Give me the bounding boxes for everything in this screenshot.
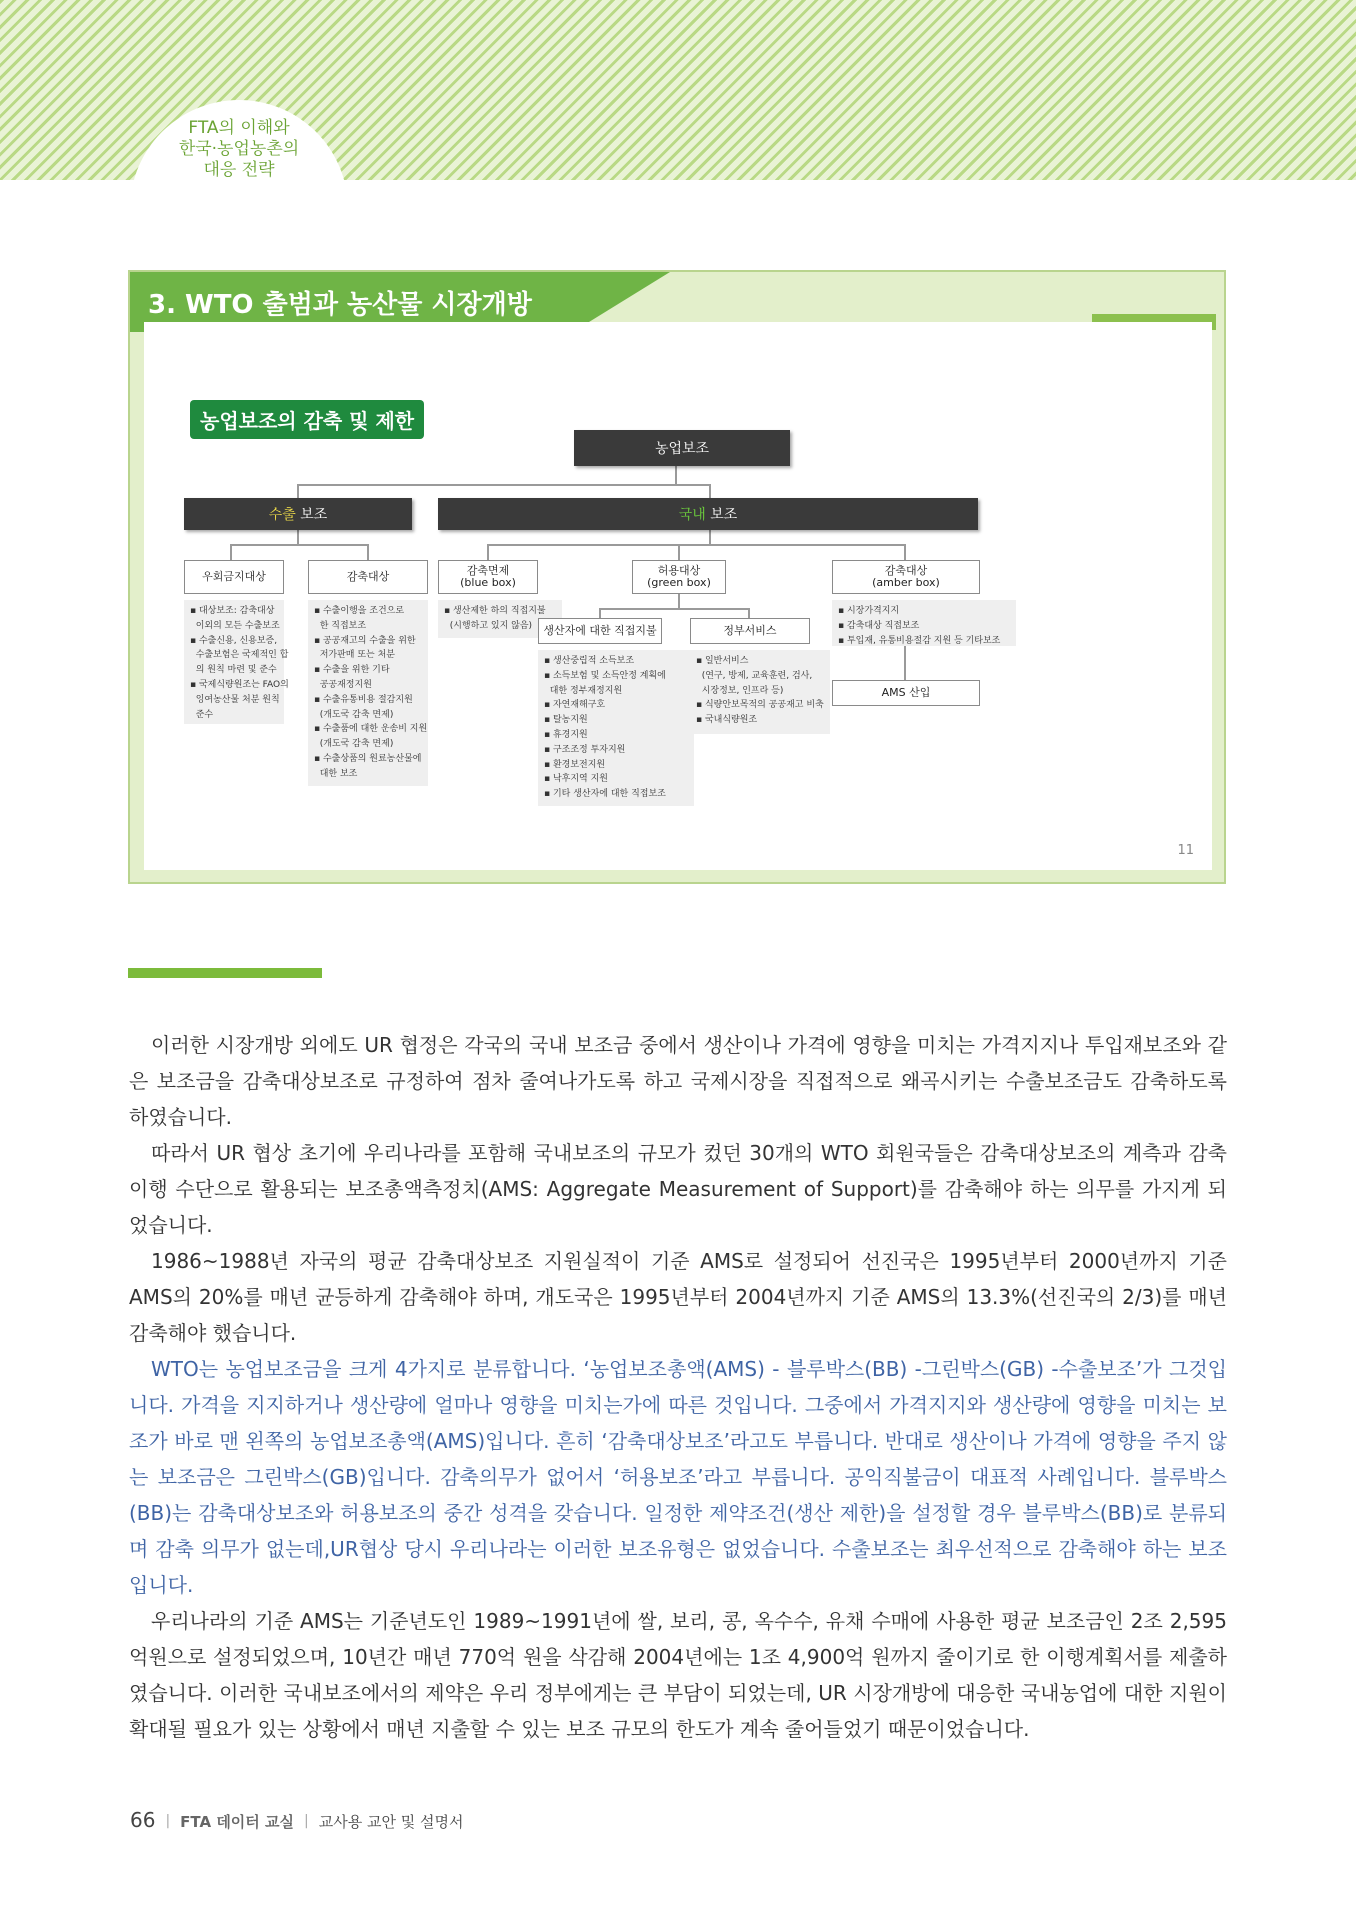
detail-line: 한 직접보조 [314, 620, 367, 631]
connector-line [487, 544, 489, 560]
chapter-title-line: FTA의 이해와 [188, 118, 290, 138]
detail-line: ▪ 휴경지원 [544, 729, 588, 740]
domestic-subsidy-node [438, 498, 978, 530]
category-box [438, 560, 538, 594]
slide-body [144, 322, 1212, 870]
detail-line: 의 원칙 마련 및 준수 [190, 665, 277, 676]
category-label: (green box) [647, 576, 711, 589]
detail-line: (연구, 방제, 교육훈련, 검사, [696, 670, 813, 681]
slide-title: 3. WTO 출범과 농산물 시장개방 [148, 290, 532, 320]
detail-line: 이외의 모든 수출보조 [190, 620, 280, 631]
category-label: (blue box) [460, 576, 516, 589]
paragraph: 1986~1988년 자국의 평균 감축대상보조 지원실적이 기준 AMS로 설정되어 선진국은 1995년부터 2000년까지 기준 AMS의 20%를 매년 균등하게 감축해야 하며, 개도국은 1995년부터 2004년까지 기준 AMS의 13.3%(선진국의 2/3)를 매년 감축해야 했습니다. [129, 1249, 1227, 1345]
body-text [129, 1027, 1227, 1747]
detail-line: ▪ 국제식량원조는 FAO의 [190, 679, 289, 690]
detail-line: (개도국 감축 면제) [314, 709, 394, 720]
chapter-title [130, 118, 348, 181]
category-label: 감축면제 [466, 564, 510, 577]
category-box [832, 560, 980, 594]
category-box [308, 560, 428, 594]
connector-line [678, 594, 680, 608]
paragraph: 우리나라의 기준 AMS는 기준년도인 1989~1991년에 쌀, 보리, 콩, 옥수수, 유채 수매에 사용한 평균 보조금인 2조 2,595억원으로 설정되었으며, 10년간 매년 770억 원을 삭감해 2004년에는 1조 4,900억 원까지 줄이기로 한 이행계획서를 제출하였습니다. 이러한 국내보조에서의 제약은 우리 정부에게는 큰 부담이 되었는데, UR 시장개방에 대응한 국내농업에 대한 지원이 확대될 필요가 있는 상황에서 매년 지출할 수 있는 보조 규모의 한도가 계속 줄어들었기 때문이었습니다. [129, 1609, 1227, 1741]
export-subsidy-node [184, 498, 412, 530]
detail-line: ▪ 일반서비스 [696, 656, 749, 666]
domestic-label-highlight: 국내 [678, 507, 706, 523]
export-label-highlight: 수출 [268, 507, 296, 523]
detail-line: (개도국 감축 면제) [314, 739, 394, 750]
detail-line: ▪ 국내식량원조 [696, 715, 758, 726]
connector-line [904, 544, 906, 560]
connector-line [599, 608, 601, 618]
connector-line [748, 608, 750, 618]
category-label: 우회금지대상 [202, 570, 266, 583]
detail-line: ▪ 수출이행을 조건으로 [314, 606, 405, 616]
page-footer [130, 1808, 463, 1832]
ams-inclusion-label: AMS 산입 [881, 686, 931, 699]
detail-line: ▪ 수출품에 대한 운송비 지원 [314, 724, 428, 735]
connector-line [709, 530, 711, 544]
connector-line [230, 544, 369, 546]
detail-line: ▪ 수출신용, 신용보증, [190, 635, 278, 646]
connector-line [297, 484, 711, 486]
connector-line [367, 544, 369, 560]
detail-line: ▪ 시장가격지지 [838, 606, 900, 616]
slide-subtitle: 농업보조의 감축 및 제한 [190, 400, 424, 439]
connector-line [904, 646, 906, 680]
detail-line: ▪ 수출상품의 원료농산물에 [314, 753, 422, 764]
detail-line: ▪ 환경보전지원 [544, 759, 606, 770]
detail-line: 수출보험은 국제적인 합 [190, 650, 289, 661]
paragraph-highlighted: WTO는 농업보조금을 크게 4가지로 분류합니다. ‘농업보조총액(AMS) - 블루박스(BB) -그린박스(GB) -수출보조’가 그것입니다. 가격을 지지하거나 생산량에 얼마나 영향을 미치는가에 따른 것입니다. 그중에서 가격지지와 생산량에 영향을 미치는 보조가 바로 맨 왼쪽의 농업보조총액(AMS)입니다. 흔히 ‘감축대상보조’라고도 부릅니다. 반대로 생산이나 가격에 영향을 주지 않는 보조금은 그린박스(GB)입니다. 감축의무가 없어서 ‘허용보조’라고 부릅니다. 공익직불금이 대표적 사례입니다. 블루박스(BB)는 감축대상보조와 허용보조의 중간 성격을 갖습니다. 일정한 제약조건(생산 제한)을 설정할 경우 블루박스(BB)로 분류되며 감축 의무가 없는데,UR협상 당시 우리나라는 이러한 보조유형은 없었습니다. 수출보조는 최우선적으로 감축해야 하는 보조입니다. [129, 1357, 1227, 1597]
connector-line [230, 544, 232, 560]
green-sub-label: 정부서비스 [723, 624, 777, 637]
detail-line: ▪ 기타 생산자에 대한 직접보조 [544, 789, 666, 800]
detail-line: ▪ 낙후지역 지원 [544, 774, 608, 785]
slide-figure [128, 270, 1226, 884]
connector-line [297, 530, 299, 544]
category-label: 감축대상 [884, 564, 928, 577]
detail-box [308, 600, 428, 786]
detail-line: ▪ 수출유통비용 절감지원 [314, 694, 413, 705]
detail-line: ▪ 식량안보목적의 공공재고 비축 [696, 700, 824, 711]
ams-inclusion-box [832, 680, 980, 706]
category-label: 감축대상 [346, 570, 390, 583]
connector-line [675, 466, 677, 484]
detail-box [184, 600, 289, 724]
detail-box [832, 600, 1016, 646]
detail-line: ▪ 공공재고의 수출을 위한 [314, 635, 416, 646]
page-number: 66 [130, 1808, 156, 1832]
green-sub-box [690, 618, 810, 644]
detail-line: ▪ 대상보조: 감축대상 [190, 606, 275, 616]
detail-box [538, 650, 694, 806]
green-sub-box [538, 618, 662, 644]
detail-line: 공공재정지원 [314, 679, 372, 690]
detail-line: ▪ 생산중립적 소득보조 [544, 656, 635, 666]
section-divider [128, 968, 322, 978]
detail-line: ▪ 수출을 위한 기타 [314, 665, 390, 676]
detail-line: ▪ 감축대상 직접보조 [838, 620, 920, 631]
detail-line: 저가판매 또는 처분 [314, 650, 395, 661]
detail-line: (시행하고 있지 않음) [444, 620, 533, 631]
book-title: FTA 데이터 교실 [180, 1813, 294, 1831]
footer-separator: | [165, 1813, 171, 1829]
green-sub-label: 생산자에 대한 직접지불 [543, 624, 657, 637]
connector-line [678, 544, 680, 560]
category-label: 허용대상 [657, 564, 701, 577]
category-box [184, 560, 284, 594]
detail-box [690, 650, 830, 734]
connector-line [599, 608, 750, 610]
detail-line: ▪ 소득보험 및 소득안정 계획에 [544, 670, 666, 681]
root-node: 농업보조 [574, 430, 790, 466]
slide-page-number: 11 [1177, 843, 1194, 858]
category-box [632, 560, 726, 594]
detail-line: 대한 정부재정지원 [544, 685, 623, 696]
connector-line [297, 484, 299, 498]
connector-line [709, 484, 711, 498]
detail-line: 준수 [190, 709, 214, 720]
detail-line: ▪ 투입재, 유통비용절감 지원 등 기타보조 [838, 635, 1001, 646]
detail-line: ▪ 탈농지원 [544, 715, 588, 726]
category-label: (amber box) [872, 576, 940, 589]
section-title: 교사용 교안 및 설명서 [318, 1813, 464, 1831]
paragraph: 따라서 UR 협상 초기에 우리나라를 포함해 국내보조의 규모가 컸던 30개의 WTO 회원국들은 감축대상보조의 계측과 감축이행 수단으로 활용되는 보조총액측정치(AMS: Aggregate Measurement of Support)를 감축해야 하는 의무를 가지게 되었습니다. [129, 1141, 1227, 1237]
chapter-title-line: 한국·농업농촌의 [178, 139, 300, 159]
detail-line: ▪ 구조조정 투자지원 [544, 744, 626, 755]
detail-line: 시장정보, 인프라 등) [696, 685, 784, 696]
export-label-rest: 보조 [295, 507, 328, 523]
detail-line: 잉여농산물 처분 원칙 [190, 694, 280, 705]
detail-line: 대한 보조 [314, 768, 358, 779]
domestic-label-rest: 보조 [705, 507, 738, 523]
detail-line: ▪ 생산제한 하의 직접지불 [444, 606, 546, 616]
footer-separator: | [304, 1813, 309, 1829]
detail-line: ▪ 자연재해구호 [544, 700, 606, 711]
paragraph: 이러한 시장개방 외에도 UR 협정은 각국의 국내 보조금 중에서 생산이나 가격에 영향을 미치는 가격지지나 투입재보조와 같은 보조금을 감축대상보조로 규정하여 점차 줄여나가도록 하고 국제시장을 직접적으로 왜곡시키는 수출보조금도 감축하도록 하였습니다. [129, 1033, 1227, 1129]
chapter-title-line: 대응 전략 [203, 160, 275, 180]
connector-line [487, 544, 906, 546]
